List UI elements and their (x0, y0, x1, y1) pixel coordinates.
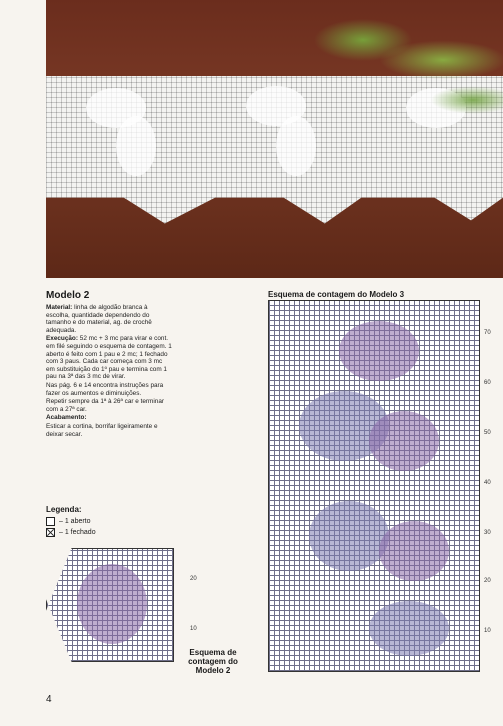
chart3-tick: 30 (484, 530, 491, 536)
chart3-tick: 40 (484, 480, 491, 486)
legend-open-label: – 1 aberto (59, 518, 91, 525)
execucao-text2: Nas pág. 6 e 14 encontra instruções para fazer os aumentos e diminuições. (46, 381, 164, 397)
chart3-tick: 70 (484, 330, 491, 336)
chart3-tick: 50 (484, 430, 491, 436)
chart2-caption (178, 648, 248, 675)
open-square-icon (46, 517, 55, 526)
pine-branch-image (243, 0, 503, 130)
chart3-grid (268, 300, 480, 672)
legend-closed (46, 528, 96, 537)
chart3-tick: 20 (484, 578, 491, 584)
acabamento-label: Acabamento: (46, 414, 87, 422)
execucao-text: 52 mc + 3 mc para virar e cont. em filé seguindo o esquema de contagem. 1 aberto é feito com 1 pau e 2 mc; 1 fechado com 3 paus. Cada car começa com 3 mc em substituição do 1º pau e termina com 1 pau na 3ª das 3 mc de virar. (46, 335, 172, 381)
legend-title: Legenda: (46, 505, 82, 514)
chart2-tick: 10 (190, 626, 197, 632)
chart3-title: Esquema de contagem do Modelo 3 (268, 290, 405, 299)
execucao-text3: Repetir sempre da 1ª à 26ª car e terminar com a 27ª car. (46, 398, 165, 413)
caption-line: contagem do (188, 657, 238, 666)
acabamento-text: Esticar a cortina, borrifar ligeiramente e deixar secar. (46, 422, 158, 438)
chart3-tick: 60 (484, 380, 491, 386)
page-number: 4 (46, 694, 52, 705)
caption-line: Modelo 2 (195, 666, 231, 675)
legend-open (46, 517, 96, 526)
chart2-tick: 20 (190, 576, 197, 582)
closed-square-icon (46, 528, 55, 537)
legend (46, 505, 96, 539)
execucao-label: Execução: (46, 335, 78, 343)
chart2-grid (46, 548, 174, 662)
model2-instructions (46, 304, 172, 439)
crochet-photo (46, 0, 503, 278)
legend-closed-label: – 1 fechado (59, 529, 96, 536)
model2-heading: Modelo 2 (46, 290, 90, 301)
chart3-tick: 10 (484, 628, 491, 634)
material-text: linha de algodão branca à escolha, quantidade dependendo do tamanho e do material, ag. de crochê adequada. (46, 304, 152, 334)
caption-line: Esquema de (189, 648, 237, 657)
material-label: Material: (46, 304, 73, 311)
